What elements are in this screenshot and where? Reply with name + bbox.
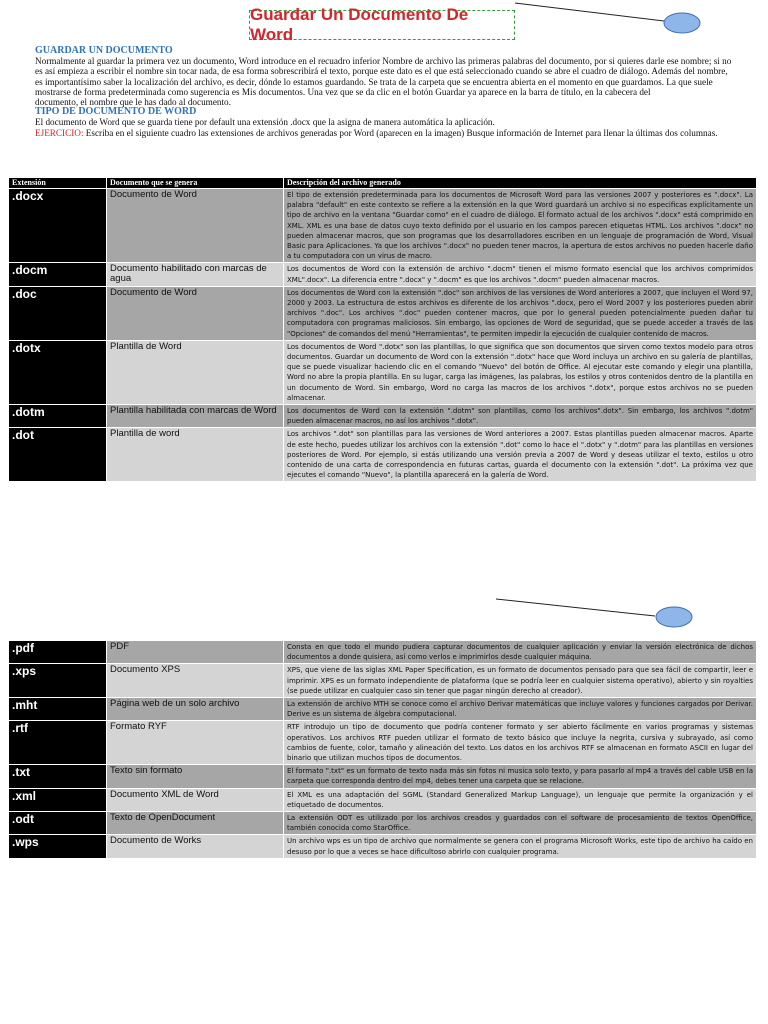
paragraph-tipo: El documento de Word que se guarda tiene por default una extensión .docx que la asigna de manera automática la aplicación. [35, 117, 495, 128]
cell-extension: .pdf [9, 641, 107, 664]
cell-extension: .dot [9, 428, 107, 482]
cell-extension: .docm [9, 263, 107, 286]
page-title: Guardar Un Documento De Word [250, 5, 469, 44]
cell-extension: .xps [9, 664, 107, 698]
cell-generated: Página web de un solo archivo [107, 698, 284, 721]
cell-extension: .docx [9, 189, 107, 263]
cell-description: Los documentos de Word con la extensión ".doc" son archivos de las versiones de Word anteriores a 2007, que incluyen el Word 97, 2000 y 2003. La estructura de estos archivos es diferente de los archivos ".docx, pero el Word 2007 y los posteriores pueden abrir archivos ".doc". Los archivos ".doc" pueden contener macros, que por lo general pueden potencialmente pueden dañar tu computadora con programas maliciosos. Sin embargo, las opciones de Word de seguridad, que se puede acceder a través de las "Opciones" de comandos del menú "Herramientas", te permiten impedir la ejecución de cualquier contenido de macros. [284, 286, 757, 340]
table-row [9, 189, 757, 263]
cell-generated: Texto de OpenDocument [107, 812, 284, 835]
cell-generated: Plantilla de word [107, 428, 284, 482]
cell-description: Los documentos de Word con la extensión de archivo ".docm" tienen el mismo formato esencial que los archivos comprimidos XML".docx". La diferencia entre ".docx" y ".docm" es que los archivos ".docm" pueden almacenar macros. [284, 263, 757, 286]
table-row [9, 263, 757, 286]
callout-oval-middle [656, 607, 692, 627]
table-row [9, 286, 757, 340]
cell-generated: Texto sin formato [107, 765, 284, 788]
table-row [9, 788, 757, 811]
cell-description: Un archivo wps es un tipo de archivo que normalmente se genera con el programa Microsoft Works, este tipo de archivo ha caído en desuso por lo que a veces se hace dificultoso abrirlo con cualquier programa. [284, 835, 757, 858]
cell-generated: PDF [107, 641, 284, 664]
cell-generated: Documento habilitado con marcas de agua [107, 263, 284, 286]
word-extensions-table [8, 177, 757, 482]
callout-line-top [515, 3, 664, 21]
cell-extension: .rtf [9, 721, 107, 765]
cell-description: RTF introdujo un tipo de documento que podría contener formato y ser abierto fácilmente en varios programas y sistemas operativos. Los archivos RTF pueden utilizar el formato de texto básico que incluye la negrita, cursiva y subrayado, así como cambios de fuente, color, tamaño y alineación del texto. Los datos en los archivos RTF se almacenan en formato ASCII en lugar del binario que utilizan muchos tipos de documentos. [284, 721, 757, 765]
table-row [9, 405, 757, 428]
header-generated-document: Documento que se genera [107, 178, 284, 189]
table-row [9, 721, 757, 765]
cell-extension: .odt [9, 812, 107, 835]
exercise-label: EJERCICIO: [35, 127, 84, 138]
cell-description: El tipo de extensión predeterminada para los documentos de Microsoft Word para las versiones 2007 y posteriores es ".docx". La palabra "default" en este contexto se refiere a la extensión en la que Word guardará un archivo si no especificas explícitamente un tipo de archivo en la ventana "Guardar como" en el cuadro de diálogo. El formato actual de los archivos ".docx" está comprimido en XML. XML es una base de datos cuyo texto definido por el usuario en los campos parecen etiquetas HTML. Los archivos ".docx" no pueden almacenar macros, que son programas que los desarrolladores escriben en un lenguaje de programación de Word, Visual Basic para Aplicaciones. Ya que los archivos ".docx" no pueden tener macros, la apertura de estos archivos no pueden hacerle daño a tu computadora con un virus de macro. [284, 189, 757, 263]
cell-extension: .wps [9, 835, 107, 858]
cell-description: Los documentos de Word con la extensión ".dotm" son plantillas, como los archivos".dotx". Sin embargo, los archivos ".dotm" pueden almacenar macros, no así los archivos ".dotx". [284, 405, 757, 428]
cell-extension: .mht [9, 698, 107, 721]
paragraph-guardar-cont: documento, el nombre que le has dado al documento. [35, 97, 231, 108]
table-header-row [9, 178, 757, 189]
cell-description: El formato ".txt" es un formato de texto nada más sin fotos ni musica solo texto, y para pasarlo al mp4 a través del cable USB en la carpeta que corresponda dentro del mp4, debes tener una carpeta que se relacione. [284, 765, 757, 788]
table-row [9, 812, 757, 835]
paragraph-guardar: Normalmente al guardar la primera vez un documento, Word introduce en el recuadro inferior Nombre de archivo las primeras palabras del documento, por si quieres darle ese nombre; si no es así empieza a escribir el nombre sin tocar nada, de esa forma sobrescribirá el texto, porque este dato es el que está seleccionado cuando se abre el cuadro de diálogo. Además del nombre, es importantísimo saber la localización del archivo, es decir, dónde lo estamos guardando. Se trata de la carpeta que se encuentra abierta en el momento en que guardamos. La que suele mostrarse de forma predeterminada como sugerencia es Mis documentos. Una vez que se da clic en el botón Guardar ya aparece en la barra de título, en la cabecera del [35, 56, 732, 97]
cell-description: El XML es una adaptación del SGML (Standard Generalized Markup Language), un lenguaje que permite la organización y el etiquetado de documentos. [284, 788, 757, 811]
cell-description: Los archivos ".dot" son plantillas para las versiones de Word anteriores a 2007. Estas plantillas pueden almacenar macros. Aparte de este hecho, puedes utilizar los archivos con la extensión ".dot" como lo hace el ".dotx" y ".dotm" para las plantillas en versiones posteriores de Word. Por ejemplo, si estás utilizando una versión previa a 2007 de Word y deseas utilizar el texto, estilos u otro contenido de una carta de correspondencia en futuras cartas, guarda el documento con la extensión ".dot". La próxima vez que ejecutes el comando "Nuevo", la plantilla aparecerá en la galería de Word. [284, 428, 757, 482]
cell-extension: .xml [9, 788, 107, 811]
cell-description: Consta en que todo el mundo pudiera capturar documentos de cualquier aplicación y enviar la versión electrónica de dichos documentos a donde quisiera, así como verlos e imprimirlos desde cualquier máquina. [284, 641, 757, 664]
table-row [9, 835, 757, 858]
cell-extension: .dotx [9, 340, 107, 404]
page-title-box [249, 5, 515, 44]
heading-guardar: GUARDAR UN DOCUMENTO [35, 45, 173, 56]
cell-description: XPS, que viene de las siglas XML Paper Specification, es un formato de documentos pensado para que sea fácil de compartir, leer e imprimir. XPS es un formato independiente de plataforma (que se podría leer en cualquier sistema operativo), abierto y sin royalties (se puede utilizar en cualquier caso sin tener que pagar ningún derecho al creador). [284, 664, 757, 698]
header-description: Descripción del archivo generado [284, 178, 757, 189]
exercise-text: Escriba en el siguiente cuadro las extensiones de archivos generadas por Word (aparecen en la imagen) Busque información de Internet para llenar la últimas dos columnas. [83, 127, 718, 138]
callout-line-middle [496, 599, 655, 616]
cell-description: Los documentos de Word ".dotx" son las plantillas, lo que significa que son documentos que sirven como textos modelo para otros documentos. Guardar un documento de Word con la extensión ".dotx" hace que Word incluya un archivo en su galería de plantillas, que se puede visualizar haciendo clic en el comando "Nuevo" del botón de Office. Al ejecutar este comando y elegir una plantilla, Word no abre la propia plantilla. En su lugar, carga las imágenes, las palabras, los estilos y otros contenidos dentro de la plantilla en un documento de Word. Sin embargo, Word no carga las macros de los archivos ".dotx", porque estos archivos no se pueden almacenar. [284, 340, 757, 404]
header-extension: Extensión [9, 178, 107, 189]
table-row [9, 765, 757, 788]
cell-extension: .dotm [9, 405, 107, 428]
cell-extension: .doc [9, 286, 107, 340]
cell-description: La extensión de archivo MTH se conoce como el archivo Derivar matemáticas que incluye valores y funciones cargados por Derivar. Derive es un sistema de álgebra computacional. [284, 698, 757, 721]
cell-generated: Documento de Word [107, 189, 284, 263]
table-row [9, 641, 757, 664]
cell-extension: .txt [9, 765, 107, 788]
cell-generated: Documento de Word [107, 286, 284, 340]
cell-generated: Documento de Works [107, 835, 284, 858]
intro-section [35, 46, 735, 138]
cell-generated: Documento XML de Word [107, 788, 284, 811]
other-extensions-table [8, 640, 757, 859]
cell-generated: Plantilla de Word [107, 340, 284, 404]
table-row [9, 698, 757, 721]
table-row [9, 340, 757, 404]
table-row [9, 428, 757, 482]
callout-oval-top [664, 13, 700, 33]
cell-generated: Plantilla habilitada con marcas de Word [107, 405, 284, 428]
exercise-paragraph [35, 128, 735, 138]
cell-generated: Documento XPS [107, 664, 284, 698]
heading-tipo: TIPO DE DOCUMENTO DE WORD [35, 106, 197, 118]
cell-description: La extensión ODT es utilizado por los archivos creados y guardados con el software de procesamiento de textos OpenOffice, también conocida como StarOffice. [284, 812, 757, 835]
table-row [9, 664, 757, 698]
cell-generated: Formato RYF [107, 721, 284, 765]
